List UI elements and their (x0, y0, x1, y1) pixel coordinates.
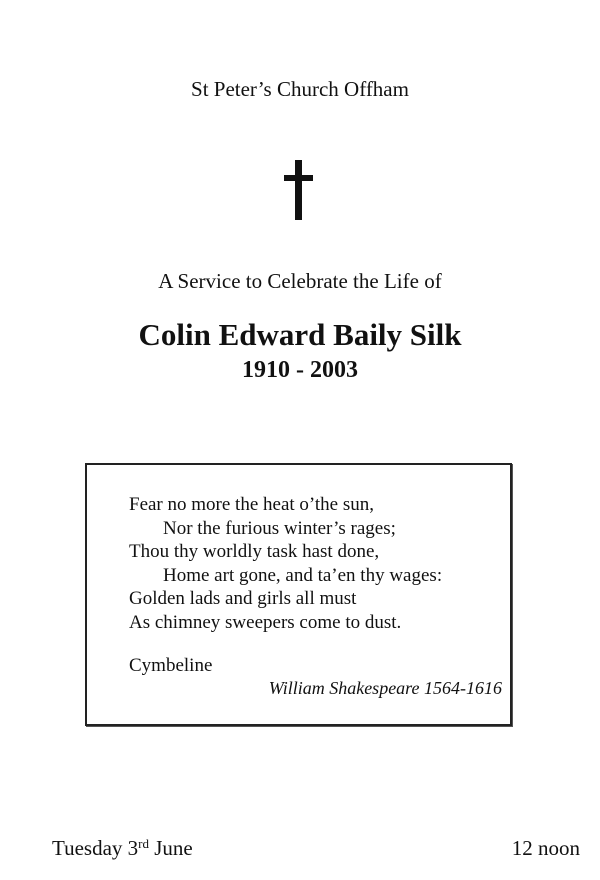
service-date (52, 836, 193, 861)
deceased-name: Colin Edward Baily Silk (138, 317, 462, 352)
service-intro: A Service to Celebrate the Life of (158, 269, 442, 293)
poem-source-work: Cymbeline (129, 655, 213, 676)
poem-line: Home art gone, and ta’en thy wages: (163, 564, 443, 586)
poem-text (129, 493, 442, 634)
poem-box (85, 463, 512, 726)
poem-author: William Shakespeare 1564-1616 (268, 678, 502, 698)
service-month: June (154, 836, 193, 860)
poem-line: Fear no more the heat o’the sun, (129, 494, 374, 515)
poem-line: Golden lads and girls all must (129, 588, 357, 609)
date-ordinal: rd (138, 836, 149, 851)
poem-line: Nor the furious winter’s rages; (163, 517, 396, 539)
cross-icon (284, 160, 313, 220)
church-name: St Peter’s Church Offham (191, 77, 409, 101)
cross-horizontal-bar (284, 175, 313, 181)
service-day: Tuesday 3 (52, 836, 139, 860)
poem-line: As chimney sweepers come to dust. (129, 611, 402, 633)
service-time: 12 noon (511, 836, 580, 860)
life-years: 1910 - 2003 (242, 357, 358, 383)
cross-vertical-bar (295, 160, 302, 220)
poem-line: Thou thy worldly task hast done, (129, 541, 380, 562)
